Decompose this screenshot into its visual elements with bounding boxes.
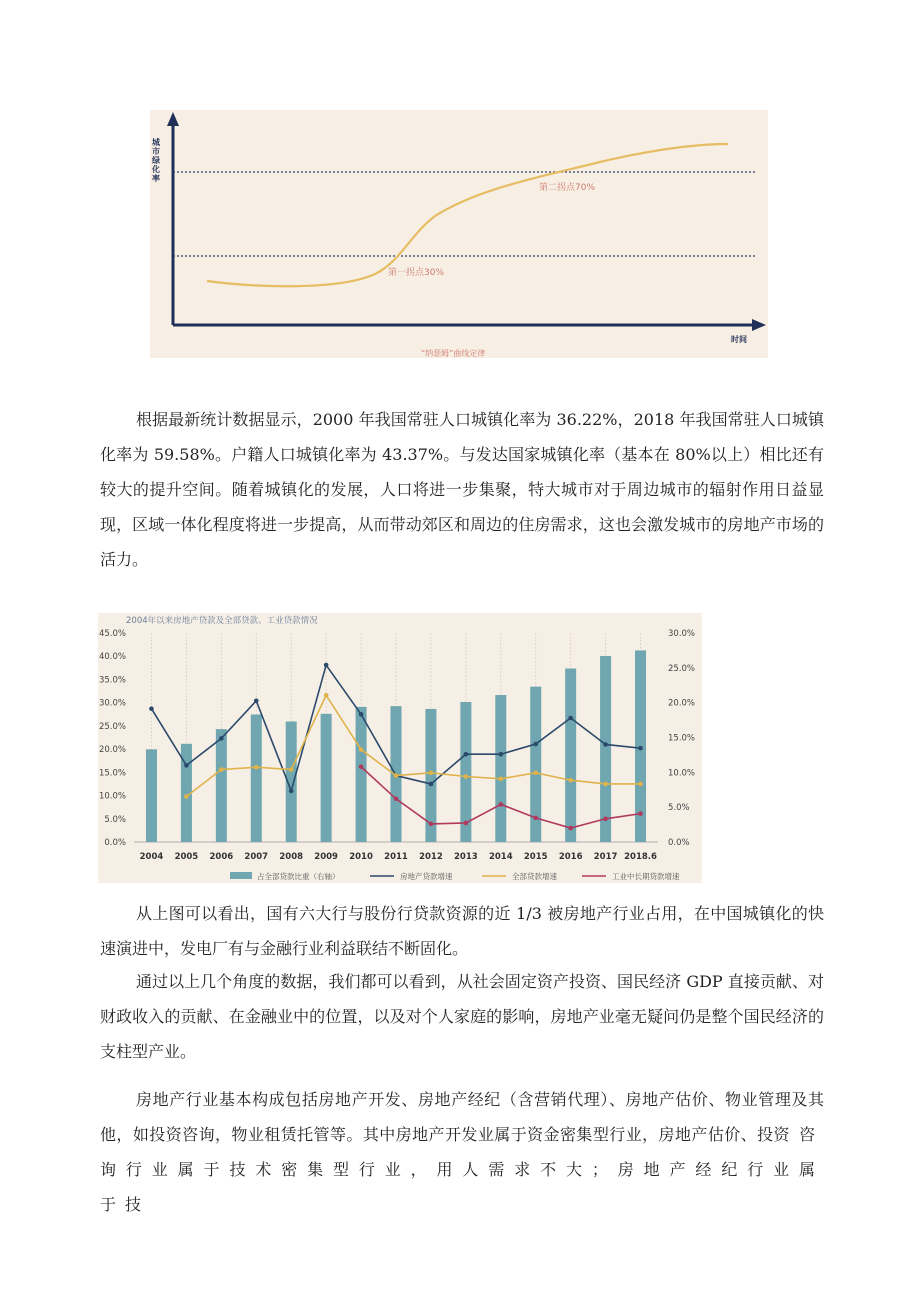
x-tick-label: 2017 (593, 852, 618, 862)
x-tick-label: 2010 (349, 852, 373, 862)
series-point-3 (359, 764, 364, 769)
right-tick-label: 20.0% (668, 698, 696, 709)
series-point-2 (219, 767, 224, 772)
series-point-1 (359, 712, 364, 717)
right-tick-label: 15.0% (668, 733, 696, 744)
legend-line1-label: 房地产贷款增速 (400, 872, 453, 881)
series-point-1 (324, 663, 329, 668)
point1-label: 第一拐点30% (388, 268, 445, 278)
series-point-2 (394, 773, 399, 778)
bar (251, 715, 262, 842)
series-point-3 (429, 822, 434, 827)
x-tick-label: 2007 (244, 852, 269, 862)
x-tick-label: 2008 (279, 852, 304, 862)
series-point-2 (429, 770, 434, 775)
series-point-1 (429, 782, 434, 787)
loan-chart (98, 613, 702, 883)
bar (356, 707, 367, 842)
series-point-2 (638, 782, 643, 787)
series-point-1 (638, 746, 643, 751)
series-point-2 (324, 693, 329, 698)
paragraph-industry-composition (100, 1082, 824, 1222)
left-tick-label: 15.0% (98, 768, 126, 779)
series-point-1 (184, 763, 189, 768)
bar (600, 656, 611, 842)
series-point-1 (219, 736, 224, 741)
right-tick-label: 5.0% (668, 803, 690, 814)
left-tick-label: 5.0% (104, 814, 126, 825)
x-tick-label: 2004 (139, 852, 164, 862)
figure-caption: “纳瑟姆”曲线定律 (421, 349, 486, 358)
x-tick-label: 2009 (314, 852, 338, 862)
series-point-2 (289, 767, 294, 772)
x-tick-label: 2015 (523, 852, 548, 862)
left-tick-label: 10.0% (98, 791, 126, 802)
series-point-1 (289, 789, 294, 794)
series-point-2 (184, 794, 189, 799)
x-tick-label: 2018.6 (624, 852, 657, 862)
left-tick-label: 25.0% (98, 721, 126, 732)
series-point-3 (464, 821, 469, 826)
paragraph-industry-text: 房地产行业基本构成包括房地产开发、房地产经纪（含营销代理）、房地产估价、物业管理及其他，如投资咨询，物业租赁托管等。其中房地产开发业属于资金密集型行业，房地产估价、投 (100, 1090, 824, 1144)
right-tick-label: 0.0% (668, 838, 690, 848)
legend-line3-label: 工业中长期贷款增速 (612, 872, 680, 881)
bar (216, 729, 227, 842)
series-point-3 (533, 816, 538, 821)
series-point-2 (533, 770, 538, 775)
y-axis-label: 城市绿化率 (152, 138, 160, 183)
series-point-2 (464, 774, 469, 779)
northam-curve-figure (150, 110, 768, 358)
right-tick-label: 30.0% (668, 629, 696, 639)
bar (495, 695, 506, 842)
right-tick-label: 10.0% (668, 768, 696, 779)
series-point-2 (499, 777, 504, 782)
series-point-1 (499, 752, 504, 757)
x-tick-label: 2012 (419, 852, 443, 862)
paragraph-chart-analysis: 从上图可以看出，国有六大行与股份行贷款资源的近 1/3 被房地产行业占用，在中国城镇化的快速演进中，发电厂有与金融行业利益联结不断固化。 (100, 904, 824, 958)
series-point-3 (568, 826, 573, 831)
x-tick-label: 2016 (558, 852, 583, 862)
series-point-2 (568, 778, 573, 783)
chart-title: 2004年以来房地产贷款及全部贷款、工业贷款情况 (126, 616, 318, 626)
series-point-1 (149, 706, 154, 711)
series-point-3 (603, 816, 608, 821)
series-point-1 (533, 742, 538, 747)
bar (321, 714, 332, 842)
x-tick-label: 2005 (174, 852, 199, 862)
x-axis-label: 时间 (731, 335, 747, 344)
right-tick-label: 25.0% (668, 663, 696, 674)
paragraph-industry-last-line: 资咨询行业属于技术密集型行业，用人需求不大；房地产经纪行业属于技 (100, 1125, 824, 1214)
series-point-1 (603, 742, 608, 747)
point2-label: 第二拐点70% (539, 183, 596, 193)
series-point-2 (254, 765, 259, 770)
series-point-1 (254, 699, 259, 704)
left-tick-label: 30.0% (98, 698, 126, 709)
series-point-3 (499, 802, 504, 807)
left-tick-label: 45.0% (98, 629, 126, 639)
bar (565, 669, 576, 842)
series-point-3 (394, 797, 399, 802)
x-tick-label: 2013 (454, 852, 478, 862)
x-tick-label: 2011 (384, 852, 408, 862)
left-tick-label: 35.0% (98, 675, 126, 686)
legend-bar-swatch (230, 872, 252, 879)
left-tick-label: 20.0% (98, 745, 126, 756)
bar (146, 749, 157, 842)
legend-bar-label: 占全部贷款比重（右轴） (257, 872, 340, 881)
series-point-2 (603, 782, 608, 787)
x-tick-label: 2014 (488, 852, 513, 862)
left-tick-label: 40.0% (98, 652, 126, 663)
paragraph-pillar-industry: 通过以上几个角度的数据，我们都可以看到，从社会固定资产投资、国民经济 GDP 直接贡献、对财政收入的贡献、在金融业中的位置，以及对个人家庭的影响，房地产业毫无疑问仍是整个国民经济的支柱型产业。 (100, 972, 824, 1061)
x-tick-label: 2006 (209, 852, 234, 862)
left-tick-label: 0.0% (104, 838, 126, 848)
series-point-3 (638, 811, 643, 816)
legend-line2-label: 全部贷款增速 (512, 872, 557, 881)
series-point-1 (464, 752, 469, 757)
series-point-2 (359, 747, 364, 752)
paragraph-urbanization: 根据最新统计数据显示，2000 年我国常驻人口城镇化率为 36.22%，2018 年我国常驻人口城镇化率为 59.58%。户籍人口城镇化率为 43.37%。与发达国家城镇化率（基本在 80%以上）相比还有较大的提升空间。随着城镇化的发展，人口将进一步集聚，特大城市对于周边城市的辐射作用日益显现，区域一体化程度将进一步提高，从而带动郊区和周边的住房需求，这也会激发城市的房地产市场的活力。 (100, 410, 824, 569)
series-point-1 (568, 716, 573, 721)
